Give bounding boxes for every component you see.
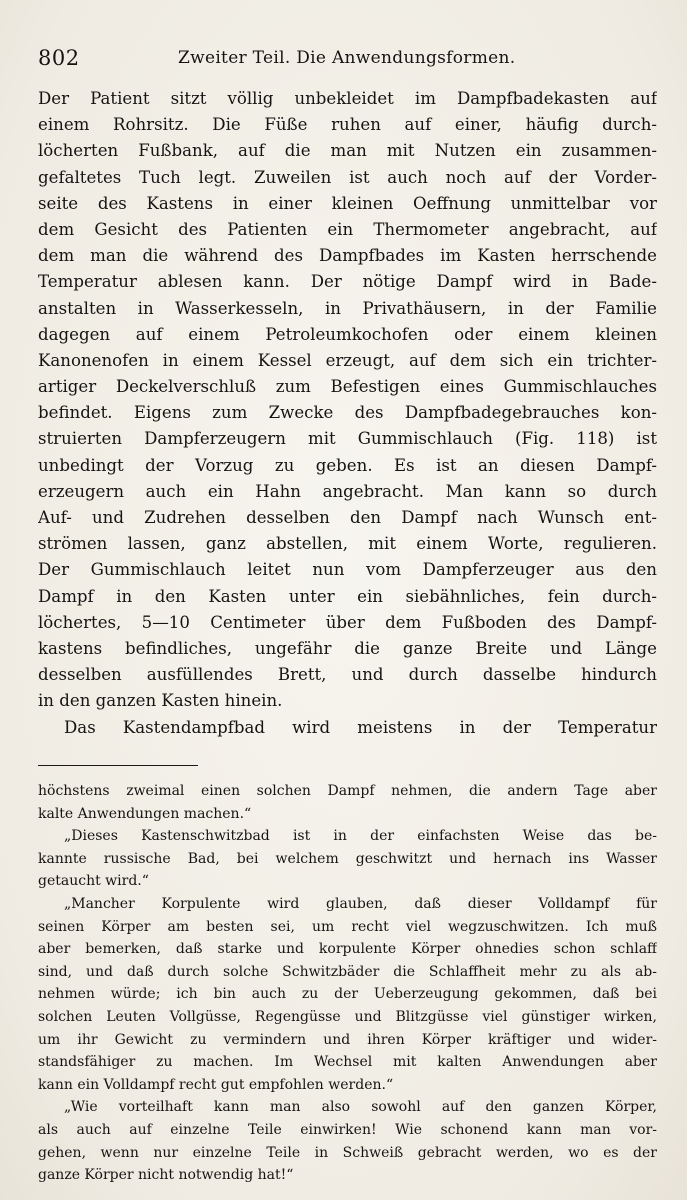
main-text-block	[38, 86, 657, 741]
text-line: desselben ausfüllendes Brett, und durch dasselbe hindurch	[38, 665, 657, 685]
running-head: Zweiter Teil. Die Anwendungsformen.	[178, 48, 516, 68]
footnote-line: „Wie vorteilhaft kann man also sowohl auf den ganzen Körper,	[64, 1099, 657, 1116]
text-line: Der Gummischlauch leitet nun vom Dampferzeuger aus den	[38, 560, 657, 580]
footnote-line: kannte russische Bad, bei welchem geschwitzt und hernach ins Wasser	[38, 850, 657, 867]
footnote-line: ganze Körper nicht notwendig hat!“	[38, 1167, 294, 1184]
text-line: dagegen auf einem Petroleumkochofen oder einem kleinen	[38, 324, 657, 344]
footnote-line: standsfähiger zu machen. Im Wechsel mit kalten Anwendungen aber	[38, 1054, 657, 1071]
text-line: artiger Deckelverschluß zum Befestigen eines Gummischlauches	[38, 377, 657, 397]
footnote-line: „Mancher Korpulente wird glauben, daß dieser Volldampf für	[64, 895, 657, 912]
text-line: Dampf in den Kasten unter ein siebähnliches, fein durch-	[38, 586, 657, 606]
text-line: erzeugern auch ein Hahn angebracht. Man kann so durch	[38, 481, 657, 501]
page-header	[38, 46, 657, 76]
text-line: befindet. Eigens zum Zwecke des Dampfbadegebrauches kon-	[38, 403, 657, 423]
footnote-line: kann ein Volldampf recht gut empfohlen werden.“	[38, 1076, 394, 1093]
footnotes-block	[38, 780, 657, 1187]
footnote-line: sind, und daß durch solche Schwitzbäder die Schlaffheit mehr zu als ab-	[38, 963, 657, 980]
footnote-separator-rule	[38, 765, 198, 766]
text-line: dem Gesicht des Patienten ein Thermometer angebracht, auf	[38, 219, 657, 239]
text-line: strömen lassen, ganz abstellen, mit einem Worte, regulieren.	[38, 534, 657, 554]
text-line: Der Patient sitzt völlig unbekleidet im Dampfbadekasten auf	[38, 89, 657, 108]
text-line: dem man die während des Dampfbades im Kasten herrschende	[38, 246, 657, 266]
footnote-line: um ihr Gewicht zu vermindern und ihren Körper kräftiger und wider-	[38, 1031, 657, 1048]
text-line: löchertes, 5—10 Centimeter über dem Fußboden des Dampf-	[38, 612, 657, 632]
footnote-line: kalte Anwendungen machen.“	[38, 805, 252, 822]
text-line: Das Kastendampfbad wird meistens in der Temperatur	[64, 717, 657, 737]
text-line: Temperatur ablesen kann. Der nötige Dampf wird in Bade-	[38, 272, 657, 292]
text-line: unbedingt der Vorzug zu geben. Es ist an diesen Dampf-	[38, 455, 657, 475]
page-number: 802	[38, 46, 80, 70]
footnote-line: aber bemerken, daß starke und korpulente Körper ohnedies schon schlaff	[38, 941, 657, 958]
text-line: gefaltetes Tuch legt. Zuweilen ist auch noch auf der Vorder-	[38, 167, 657, 187]
footnote-line: höchstens zweimal einen solchen Dampf nehmen, die andern Tage aber	[38, 783, 657, 799]
footnote-line: getaucht wird.“	[38, 873, 149, 890]
text-line: löcherten Fußbank, auf die man mit Nutzen ein zusammen-	[38, 141, 657, 161]
footnote-line: solchen Leuten Vollgüsse, Regengüsse und Blitzgüsse viel günstiger wirken,	[38, 1008, 657, 1025]
footnote-line: als auch auf einzelne Teile einwirken! Wie schonend kann man vor-	[38, 1121, 657, 1138]
footnote-line: seinen Körper am besten sei, um recht viel wegzuschwitzen. Ich muß	[38, 918, 657, 935]
footnote-line: gehen, wenn nur einzelne Teile in Schweiß gebracht werden, wo es der	[38, 1144, 657, 1161]
text-line: Auf- und Zudrehen desselben den Dampf nach Wunsch ent-	[38, 508, 657, 527]
text-line: Kanonenofen in einem Kessel erzeugt, auf dem sich ein trichter-	[38, 350, 657, 370]
footnote-line: nehmen würde; ich bin auch zu der Ueberzeugung gekommen, daß bei	[38, 986, 657, 1003]
text-line: seite des Kastens in einer kleinen Oeffnung unmittelbar vor	[38, 193, 657, 213]
footnote-line: „Dieses Kastenschwitzbad ist in der einfachsten Weise das be-	[64, 828, 657, 845]
text-line: kastens befindliches, ungefähr die ganze Breite und Länge	[38, 638, 657, 658]
text-line: struierten Dampferzeugern mit Gummischlauch (Fig. 118) ist	[38, 429, 657, 449]
text-line: in den ganzen Kasten hinein.	[38, 691, 283, 711]
text-line: anstalten in Wasserkesseln, in Privathäusern, in der Familie	[38, 298, 657, 318]
text-line: einem Rohrsitz. Die Füße ruhen auf einer, häufig durch-	[38, 115, 657, 135]
